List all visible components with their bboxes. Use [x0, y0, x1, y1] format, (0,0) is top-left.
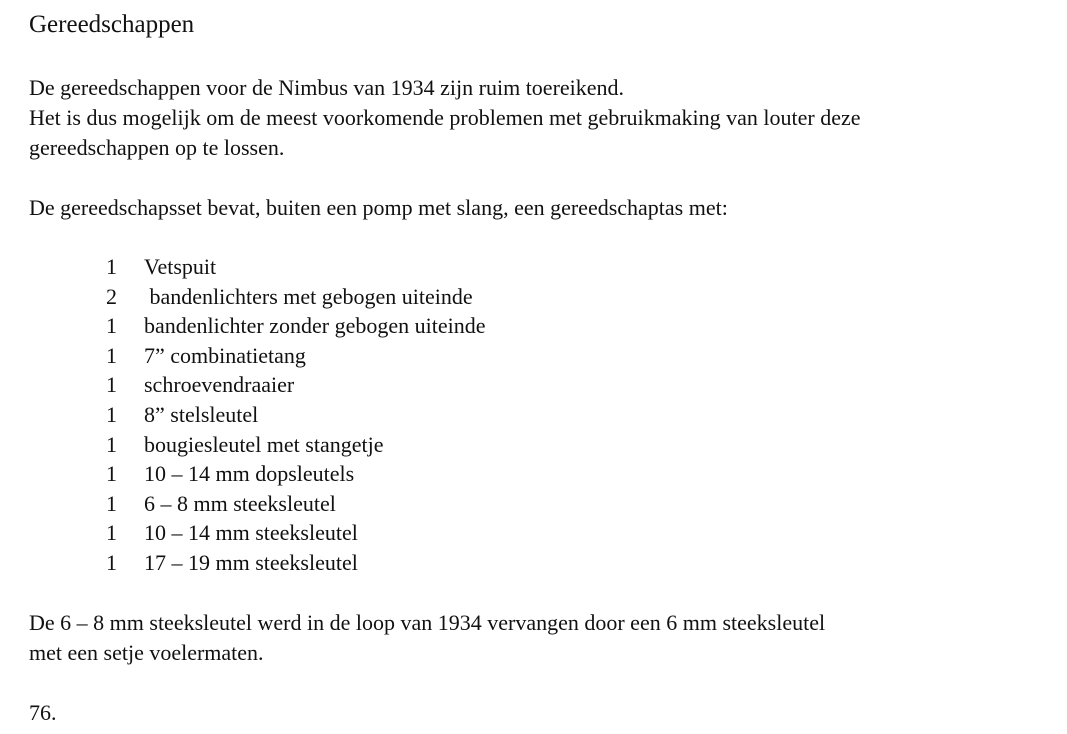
- list-item: [106, 518, 485, 548]
- list-item: [106, 341, 485, 371]
- toolset-intro: De gereedschapsset bevat, buiten een pomp met slang, een gereedschaptas met:: [29, 195, 728, 220]
- tool-quantity: 1: [106, 549, 117, 575]
- list-item: [106, 282, 485, 312]
- intro-line: De gereedschappen voor de Nimbus van 1934 zijn ruim toereikend.: [29, 75, 625, 100]
- tool-name: bougiesleutel met stangetje: [144, 431, 384, 457]
- tool-name: Vetspuit: [144, 254, 217, 279]
- tool-name: 17 – 19 mm steeksleutel: [144, 549, 358, 575]
- tool-quantity: 1: [106, 461, 117, 487]
- tool-name: 8” stelsleutel: [144, 401, 259, 427]
- list-item: [106, 252, 485, 282]
- list-item: [106, 430, 485, 460]
- page-number: 76.: [29, 700, 57, 725]
- tool-quantity: 1: [106, 254, 117, 279]
- list-item: [106, 459, 485, 489]
- tool-quantity: 1: [106, 342, 117, 368]
- tool-quantity: 1: [106, 372, 117, 398]
- intro-line: Het is dus mogelijk om de meest voorkomende problemen met gebruikmaking van louter deze: [29, 105, 861, 130]
- tool-name: 7” combinatietang: [144, 342, 306, 368]
- closing-line: De 6 – 8 mm steeksleutel werd in de loop van 1934 vervangen door een 6 mm steeksleutel: [29, 610, 826, 635]
- closing-line: met een setje voelermaten.: [29, 640, 264, 665]
- tool-quantity: 1: [106, 490, 117, 516]
- list-item: [106, 370, 485, 400]
- closing-paragraph: [29, 608, 825, 668]
- tool-name: schroevendraaier: [144, 372, 295, 398]
- tool-quantity: 2: [106, 283, 117, 309]
- tool-quantity: 1: [106, 401, 117, 427]
- list-item: [106, 400, 485, 430]
- list-item: [106, 311, 485, 341]
- tool-name: 10 – 14 mm dopsleutels: [144, 461, 355, 487]
- tool-name: bandenlichters met gebogen uiteinde: [144, 283, 473, 309]
- tool-name: 6 – 8 mm steeksleutel: [144, 490, 336, 516]
- list-item: [106, 548, 485, 578]
- tool-list: [106, 252, 485, 578]
- tool-quantity: 1: [106, 520, 117, 546]
- tool-name: bandenlichter zonder gebogen uiteinde: [144, 313, 486, 339]
- tool-quantity: 1: [106, 431, 117, 457]
- list-item: [106, 489, 485, 519]
- tool-quantity: 1: [106, 313, 117, 339]
- page-title: Gereedschappen: [29, 11, 195, 38]
- intro-line: gereedschappen op te lossen.: [29, 135, 285, 160]
- tool-name: 10 – 14 mm steeksleutel: [144, 520, 358, 546]
- intro-paragraph: [29, 73, 861, 163]
